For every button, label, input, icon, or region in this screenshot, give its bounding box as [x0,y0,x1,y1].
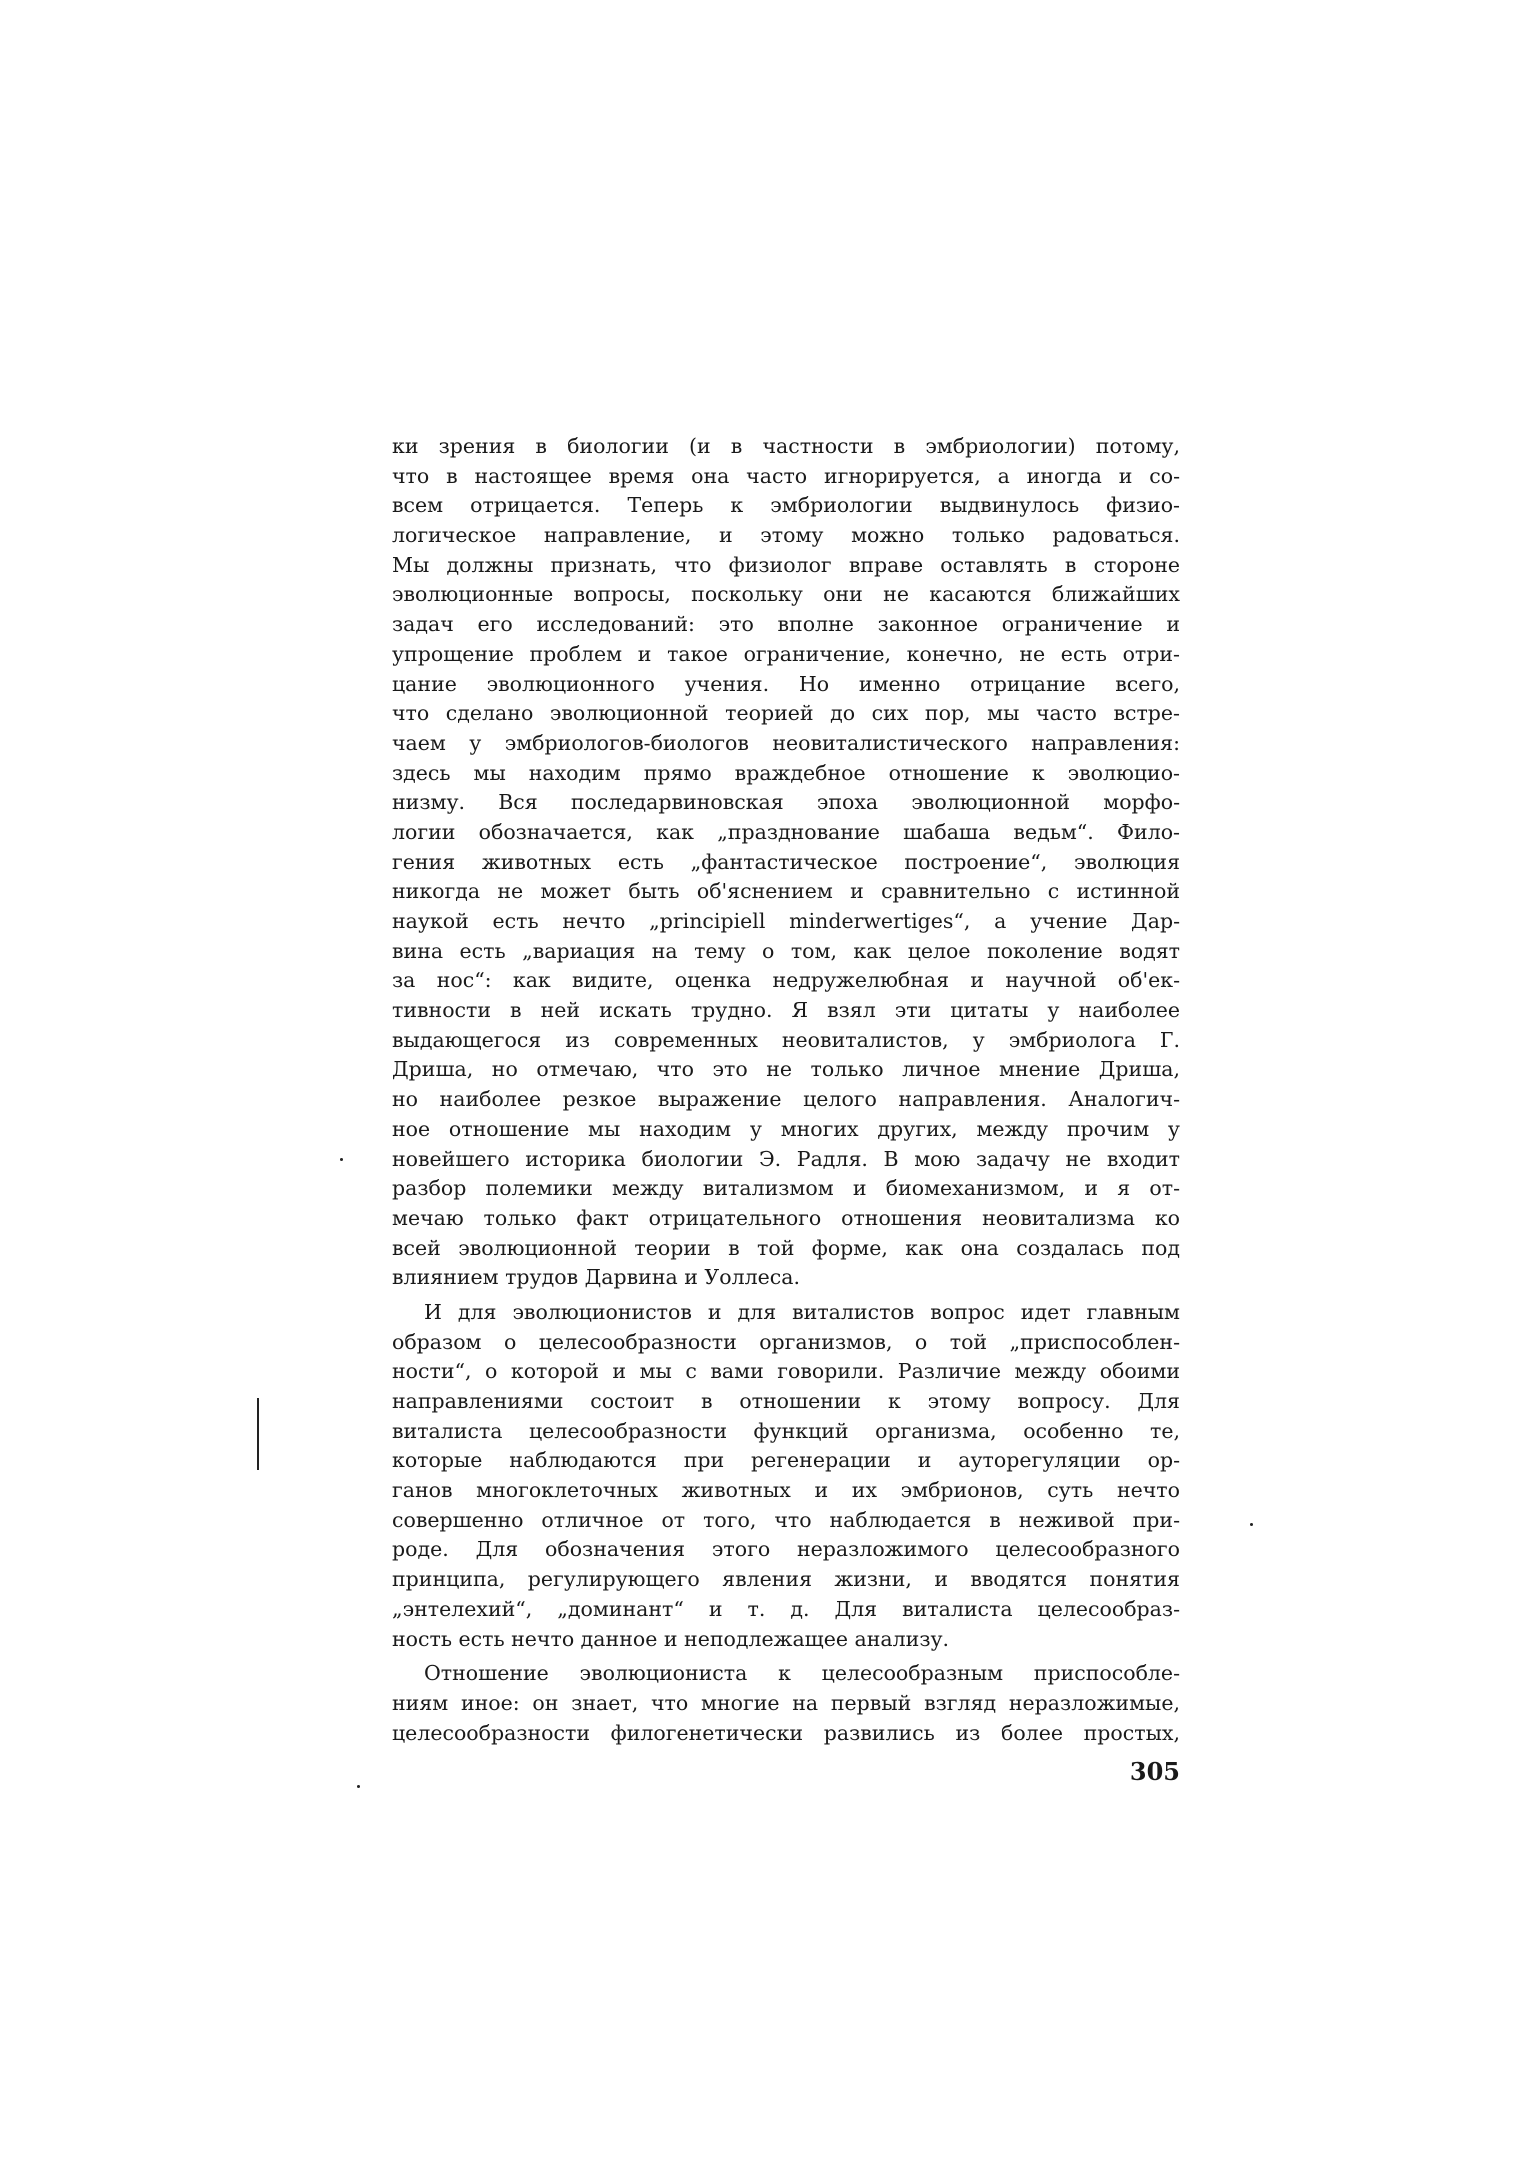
text-line: но наиболее резкое выражение целого направления. Аналогич- [392,1087,1180,1112]
text-line: за нос“: как видите, оценка недружелюбная и научной об'ек- [392,968,1180,993]
margin-mark-bar [257,1398,259,1470]
paragraph [392,432,1180,1293]
text-line: гения животных есть „фантастическое построение“, эволюция [392,849,1180,874]
text-line: принципа, регулирующего явления жизни, и вводятся понятия [392,1567,1180,1592]
text-line: наукой есть нечто „principiell minderwertiges“, а учение Дар- [392,909,1180,933]
text-line: влиянием трудов Дарвина и Уоллеса. [392,1265,800,1290]
text-line: вина есть „вариация на тему о том, как целое поколение водят [392,938,1180,963]
text-line: виталиста целесообразности функций организма, особенно те, [392,1418,1180,1443]
text-line: разбор полемики между витализмом и биомеханизмом, и я от- [392,1176,1180,1201]
text-line: ности“, о которой и мы с вами говорили. Различие между обоими [392,1359,1180,1384]
margin-dot [340,1158,343,1161]
text-line: которые наблюдаются при регенерации и ауторегуляции ор- [392,1448,1180,1473]
text-line: всей эволюционной теории в той форме, как она создалась под [392,1235,1180,1260]
text-line: Отношение эволюциониста к целесообразным приспособле- [424,1661,1180,1686]
text-line: И для эволюционистов и для виталистов вопрос идет главным [424,1299,1180,1324]
margin-dot [357,1785,360,1788]
text-line: никогда не может быть об'яснением и сравнительно с истинной [392,879,1180,904]
text-line: задач его исследований: это вполне законное ограничение и [392,612,1180,637]
text-line: всем отрицается. Теперь к эмбриологии выдвинулось физио- [392,493,1180,518]
text-line: целесообразности филогенетически развились из более простых, [392,1720,1180,1745]
text-line: новейшего историка биологии Э. Радля. В мою задачу не входит [392,1146,1180,1171]
text-line: направлениями состоит в отношении к этому вопросу. Для [392,1389,1180,1413]
text-line: логическое направление, и этому можно только радоваться. [392,523,1180,548]
text-line: ганов многоклеточных животных и их эмбрионов, суть нечто [392,1478,1180,1503]
text-line: ниям иное: он знает, что многие на первый взгляд неразложимые, [392,1690,1180,1715]
text-line: логии обозначается, как „празднование шабаша ведьм“. Фило- [392,819,1180,844]
text-line: ки зрения в биологии (и в частности в эмбриологии) потому, [392,434,1180,458]
text-line: что сделано эволюционной теорией до сих пор, мы часто встре- [392,701,1180,726]
text-line: тивности в ней искать трудно. Я взял эти цитаты у наиболее [392,998,1180,1023]
paragraph [392,1298,1180,1654]
text-line: Дриша, но отмечаю, что это не только личное мнение Дриша, [392,1057,1180,1082]
text-line: ность есть нечто данное и неподлежащее анализу. [392,1626,950,1651]
text-line: образом о целесообразности организмов, о той „приспособлен- [392,1329,1180,1354]
text-line: „энтелехий“, „доминант“ и т. д. Для виталиста целесообраз- [392,1596,1180,1621]
text-line: цание эволюционного учения. Но именно отрицание всего, [392,671,1180,696]
margin-dot [1250,1523,1253,1526]
page-number: 305 [1129,1757,1180,1786]
text-line: роде. Для обозначения этого неразложимого целесообразного [392,1537,1180,1562]
text-line: Мы должны признать, что физиолог вправе оставлять в стороне [392,552,1180,577]
text-line: чаем у эмбриологов-биологов неовиталистического направления: [392,730,1180,755]
body-text [392,432,1180,1748]
text-line: низму. Вся последарвиновская эпоха эволюционной морфо- [392,790,1180,815]
text-line: мечаю только факт отрицательного отношения неовитализма ко [392,1205,1180,1230]
text-line: выдающегося из современных неовиталистов, у эмбриолога Г. [392,1027,1180,1052]
paragraph [392,1659,1180,1748]
text-line: упрощение проблем и такое ограничение, конечно, не есть отри- [392,641,1180,666]
text-line: ное отношение мы находим у многих других, между прочим у [392,1116,1180,1141]
text-line: совершенно отличное от того, что наблюдается в неживой при- [392,1507,1180,1532]
text-line: эволюционные вопросы, поскольку они не касаются ближайших [392,582,1180,607]
text-line: что в настоящее время она часто игнорируется, а иногда и со- [392,463,1180,488]
text-line: здесь мы находим прямо враждебное отношение к эволюцио- [392,760,1180,785]
